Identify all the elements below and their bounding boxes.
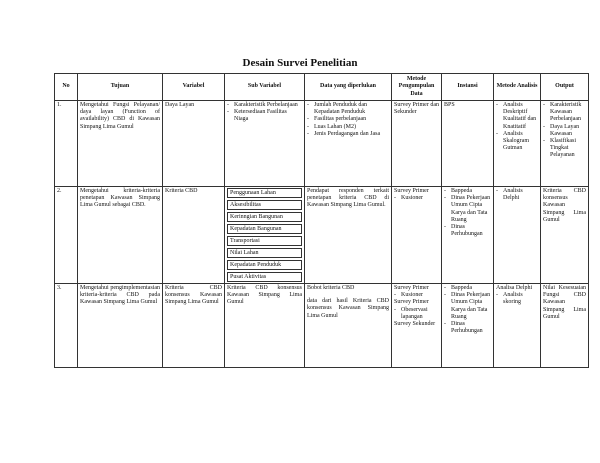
cell-analisis <box>494 101 541 187</box>
cell-data <box>305 284 392 368</box>
list-item: - Klasifikasi Tingkat Pelayanan <box>543 138 586 160</box>
list-item: - Analisis Delphi <box>496 188 538 202</box>
cell-sub-variabel: Kriteria CBD konsensus Kawasan Simpang Lima Gumul <box>225 284 305 368</box>
header-output: Output <box>541 74 589 101</box>
list-item: - Analisis skoring <box>496 292 538 306</box>
list-item: - Daya Layan Kawasan <box>543 124 586 138</box>
list-item: - Karakteristik Perbelanjaan <box>227 102 302 109</box>
header-sub-variabel: Sub Variabel <box>225 74 305 101</box>
header-metode-pengumpulan: Metode Pengumpulan Data <box>392 74 442 101</box>
cell-metode <box>392 187 442 284</box>
list-item: - Dinas Perhubungan <box>444 224 491 238</box>
cell-instansi <box>442 187 494 284</box>
method-label: Survey Sekunder <box>394 321 436 328</box>
sub-variable-box: Penggunaan Lahan <box>227 188 302 198</box>
cell-data <box>305 101 392 187</box>
list-item: - Dinas Pekerjaan Umum Cipta Karya dan Tata Ruang <box>444 195 491 224</box>
sub-variable-box: Kepadatan Penduduk <box>227 260 302 270</box>
cell-no: 1. <box>55 101 78 187</box>
sub-variable-box: Kerinngian Bangunan <box>227 212 302 222</box>
sub-variable-box: Kepadatan Bangunan <box>227 224 302 234</box>
table-row <box>55 284 589 368</box>
method-label: Survey Primer <box>394 299 429 306</box>
header-no: No <box>55 74 78 101</box>
cell-variabel: Kriteria CBD <box>163 187 225 284</box>
list-item: - Luas Lahan (M2) <box>307 124 389 131</box>
cell-analisis <box>494 187 541 284</box>
cell-variabel: Kriteria CBD konsensus Kawasan Simpang Lima Gumul <box>163 284 225 368</box>
cell-output <box>541 101 589 187</box>
data-item: data dari hasil Kriteria CBD konsensus Kawasan Simpang Lima Gumul <box>307 298 389 319</box>
data-item: Bobot kriteria CBD <box>307 285 355 291</box>
method-label: Survey Primer <box>394 188 429 194</box>
cell-no: 2. <box>55 187 78 284</box>
header-variabel: Variabel <box>163 74 225 101</box>
cell-instansi <box>442 284 494 368</box>
list-item: - Kusioner <box>394 292 439 299</box>
table-row <box>55 101 589 187</box>
list-item: - Dinas Perhubungan <box>444 321 491 335</box>
sub-variable-box: Pusat Aktivitas <box>227 272 302 282</box>
cell-no: 3. <box>55 284 78 368</box>
cell-tujuan: Mengetahui Fungsi Pelayanan/ daya layan (Function of availability) CBD di Kawasan Simpang Lima Gumul <box>78 101 163 187</box>
list-item: - Bappeda <box>444 188 491 195</box>
method-label: Survey Primer <box>394 285 429 291</box>
cell-output: Kriteria CBD konsensus Kawasan Simpang Lima Gumul <box>541 187 589 284</box>
cell-tujuan: Mengetahui kriteria-kriteria penetapan Kawasan Simpang Lima Gumul sebagai CBD. <box>78 187 163 284</box>
document-title: Desain Survei Penelitian <box>242 57 358 69</box>
cell-variabel: Daya Layan <box>163 101 225 187</box>
table-row <box>55 187 589 284</box>
cell-sub-variabel <box>225 101 305 187</box>
cell-output: Nilai Kesesuaian Fungsi CBD Kawasan Simpang Lima Gumul <box>541 284 589 368</box>
list-item: - Jumlah Penduduk dan Kepadatan Penduduk <box>307 102 389 116</box>
list-item: - Jenis Perdagangan dan Jasa <box>307 131 389 138</box>
list-item: - Analisis Skalogram Gutman <box>496 131 538 153</box>
list-item: - Obeservasi lapangan <box>394 307 439 321</box>
analysis-item: Analisa Delphi <box>496 285 533 291</box>
cell-tujuan: Mengetahui pengimplementasian kriteria-kriteria CBD pada Kawasan Simpang Lima Gumul <box>78 284 163 368</box>
list-item: - Kusioner <box>394 195 439 202</box>
sub-variable-box: Transportasi <box>227 236 302 246</box>
header-tujuan: Tujuan <box>78 74 163 101</box>
list-item: - Dinas Pekerjaan Umum Cipta Karya dan Tata Ruang <box>444 292 491 321</box>
header-metode-analisis: Metode Analisis <box>494 74 541 101</box>
survey-design-table <box>54 73 589 368</box>
cell-metode <box>392 284 442 368</box>
table-header-row <box>55 74 589 101</box>
sub-variable-box: Nilai Lahan <box>227 248 302 258</box>
list-item: - Ketersediaan Fasilitas Niaga <box>227 109 302 123</box>
header-instansi: Instansi <box>442 74 494 101</box>
cell-sub-variabel <box>225 187 305 284</box>
list-item: - Fasilitas perbelanjaan <box>307 116 389 123</box>
list-item: - Analisis Deskriptif Kualitatif dan Knatitatif <box>496 102 538 131</box>
cell-analisis <box>494 284 541 368</box>
cell-instansi: BPS <box>442 101 494 187</box>
cell-data: Pendapat responden terkait penetapan kriteria CBD di Kawasan Simpang Lima Gumul. <box>305 187 392 284</box>
header-data: Data yang diperlukan <box>305 74 392 101</box>
list-item: - Bappeda <box>444 285 491 292</box>
cell-metode: Survey Primer dan Sekunder <box>392 101 442 187</box>
list-item: - Karakteristik Kawasan Perbelanjaan <box>543 102 586 124</box>
sub-variable-box: Aksesibilitas <box>227 200 302 210</box>
